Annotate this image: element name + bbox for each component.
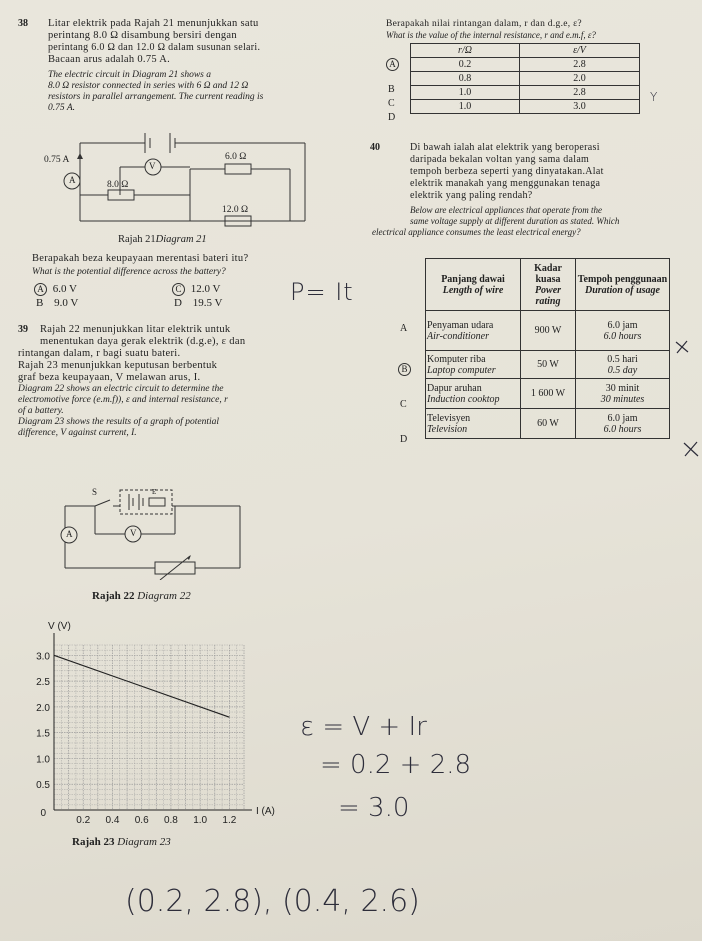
q38-option-a[interactable] [34, 283, 77, 296]
header-emf: ε/V [520, 44, 640, 58]
switch-label: S [92, 487, 98, 497]
diagram-23-graph [22, 615, 292, 830]
option-value: 12.0 V [190, 283, 221, 295]
table-row[interactable] [411, 86, 640, 100]
handwriting-points: (0.2, 2.8), (0.4, 2.6) [125, 884, 420, 919]
cross-mark [674, 339, 690, 355]
header-power: Kadar kuasa Power rating [521, 259, 576, 311]
q40-option-a[interactable]: A [400, 323, 408, 334]
q39-options-table [410, 43, 640, 114]
q38-text-ms: Litar elektrik pada Rajah 21 menunjukkan satu perintang 8.0 Ω disambung bersiri dengan perintang 6.0 Ω dan 12.0 Ω dalam susunan selari. Bacaan arus adalah 0.75 A. [48, 18, 261, 65]
q39-question-ms: Berapakah nilai rintangan dalam, r dan d.g.e, ε? [386, 19, 582, 29]
table-row[interactable]: Penyaman udara Air-conditioner 900 W 6.0 jam 6.0 hours [426, 311, 670, 351]
y-tick-label: 2.5 [36, 677, 50, 689]
handwriting-result: = 3.0 [338, 793, 410, 823]
q39-number: 39 [18, 324, 28, 335]
option-value: 9.0 V [54, 297, 79, 309]
resistor-12-label: 12.0 Ω [222, 205, 249, 215]
option-letter: D [174, 297, 182, 309]
y-tick-label: 0.5 [36, 780, 50, 792]
handwriting-substitution: = 0.2 + 2.8 [320, 750, 472, 780]
q38-text-en: The electric circuit in Diagram 21 shows a 8.0 Ω resistor connected in series with 6 Ω and 12 Ω resistors in parallel arrangement. The current reading is 0.75 A. [48, 70, 264, 113]
voltmeter-label: V [149, 161, 156, 171]
table-row[interactable]: Televisyen Television 60 W 6.0 jam 6.0 hours [426, 409, 670, 439]
emf-value: 2.8 [520, 86, 640, 100]
q38-question-ms: Berapakah beza keupayaan merentasi bateri itu? [32, 253, 249, 264]
x-tick-label: 1.0 [193, 815, 208, 826]
q39-text-en: Diagram 22 shows an electric circuit to determine the electromotive force (e.m.f)), ε and internal resistance, r of a battery. Diagram 23 shows the results of a graph of potential difference, V against current, I. [18, 384, 228, 438]
x-tick-label: 1.2 [222, 815, 237, 826]
ammeter-label: A [69, 175, 76, 185]
voltmeter-label: V [130, 528, 137, 538]
table-row[interactable]: Komputer riba Laptop computer 50 W 0.5 hari 0.5 day [426, 351, 670, 379]
table-row[interactable] [411, 100, 640, 114]
q38-option-d[interactable] [174, 297, 222, 310]
header-duration: Tempoh penggunaan Duration of usage [576, 259, 670, 311]
header-wire: Panjang dawai Length of wire [426, 259, 521, 311]
option-letter: A [34, 283, 47, 296]
emf-value: 2.0 [520, 72, 640, 86]
table-header-row [411, 44, 640, 58]
y-tick-label: 3.0 [36, 651, 50, 663]
x-tick-label: 0.6 [134, 815, 149, 826]
current-reading-label: 0.75 A [44, 155, 70, 165]
diagram-21-circuit [40, 125, 320, 233]
y-tick-label: 2.0 [36, 702, 50, 714]
r-value: 0.8 [411, 72, 520, 86]
option-value: 6.0 V [52, 283, 77, 295]
y-tick-label: 1.0 [36, 754, 50, 766]
r-value: 1.0 [411, 100, 520, 114]
option-letter: B [36, 297, 44, 309]
table-row[interactable]: Dapur aruhan Induction cooktop 1 600 W 30 minit 30 minutes [426, 379, 670, 409]
y-axis-label: V (V) [48, 621, 71, 632]
emf-label: E [152, 488, 157, 496]
handwriting-formula: P= It [290, 278, 354, 306]
diagram-21-caption: Rajah 21Diagram 21 [118, 234, 207, 245]
option-letter: C [172, 283, 185, 296]
resistor-6-label: 6.0 Ω [225, 152, 247, 162]
origin-label: 0 [40, 808, 46, 819]
y-tick-label: 1.5 [36, 728, 50, 740]
q40-appliance-table [425, 258, 670, 439]
cross-mark [682, 440, 700, 458]
ammeter-label: A [66, 529, 73, 539]
q39-option-a[interactable]: A [386, 58, 399, 71]
q39-option-d[interactable]: D [388, 112, 396, 123]
x-tick-label: 0.8 [163, 815, 178, 826]
q39-option-c[interactable]: C [388, 98, 395, 109]
resistor-8-label: 8.0 Ω [107, 180, 129, 190]
handwriting-mark: Y [650, 90, 658, 104]
q39-question-en: What is the value of the internal resistance, r and e.m.f, ε? [386, 30, 596, 40]
x-axis-label: I (A) [256, 806, 275, 817]
q40-text-en: Below are electrical appliances that operate from the same voltage supply at different duration as stated. Which electrical appliance consumes the least electrical energy? [372, 205, 620, 237]
q38-question-en: What is the potential difference across the battery? [32, 267, 226, 277]
r-value: 1.0 [411, 86, 520, 100]
q40-number: 40 [370, 142, 380, 153]
option-value: 19.5 V [192, 297, 223, 309]
header-r: r/Ω [411, 44, 520, 58]
q38-option-b[interactable] [36, 297, 78, 310]
diagram-22-caption: Rajah 22 Diagram 22 [92, 590, 191, 602]
table-row[interactable] [411, 58, 640, 72]
q40-text-ms: Di bawah ialah alat elektrik yang beroperasi daripada bekalan voltan yang sama dalam tempoh berbeza seperti yang dinyatakan.Alat elektrik manakah yang menggunakan tenaga elektrik yang paling rendah? [410, 142, 604, 201]
q39-text-ms: Rajah 22 menunjukkan litar elektrik untuk menentukan daya gerak elektrik (d.g.e), ε dan rintangan dalam, r bagi suatu bateri. Rajah 23 menunjukkan keputusan berbentuk graf beza keupayaan, V melawan arus, I. [18, 324, 246, 383]
diagram-23-caption: Rajah 23 Diagram 23 [72, 836, 171, 848]
q40-option-d[interactable]: D [400, 434, 408, 445]
q40-option-b[interactable]: B [398, 363, 411, 376]
r-value: 0.2 [411, 58, 520, 72]
table-header-row [426, 259, 670, 311]
q38-number: 38 [18, 18, 28, 29]
q40-option-c[interactable]: C [400, 399, 407, 410]
emf-value: 2.8 [520, 58, 640, 72]
x-tick-label: 0.4 [105, 815, 120, 826]
q38-option-c[interactable] [172, 283, 221, 296]
x-tick-label: 0.2 [76, 815, 91, 826]
table-row[interactable] [411, 72, 640, 86]
emf-value: 3.0 [520, 100, 640, 114]
handwriting-emf-formula: ε = V + Ir [300, 712, 427, 742]
q39-option-b[interactable]: B [388, 84, 395, 95]
